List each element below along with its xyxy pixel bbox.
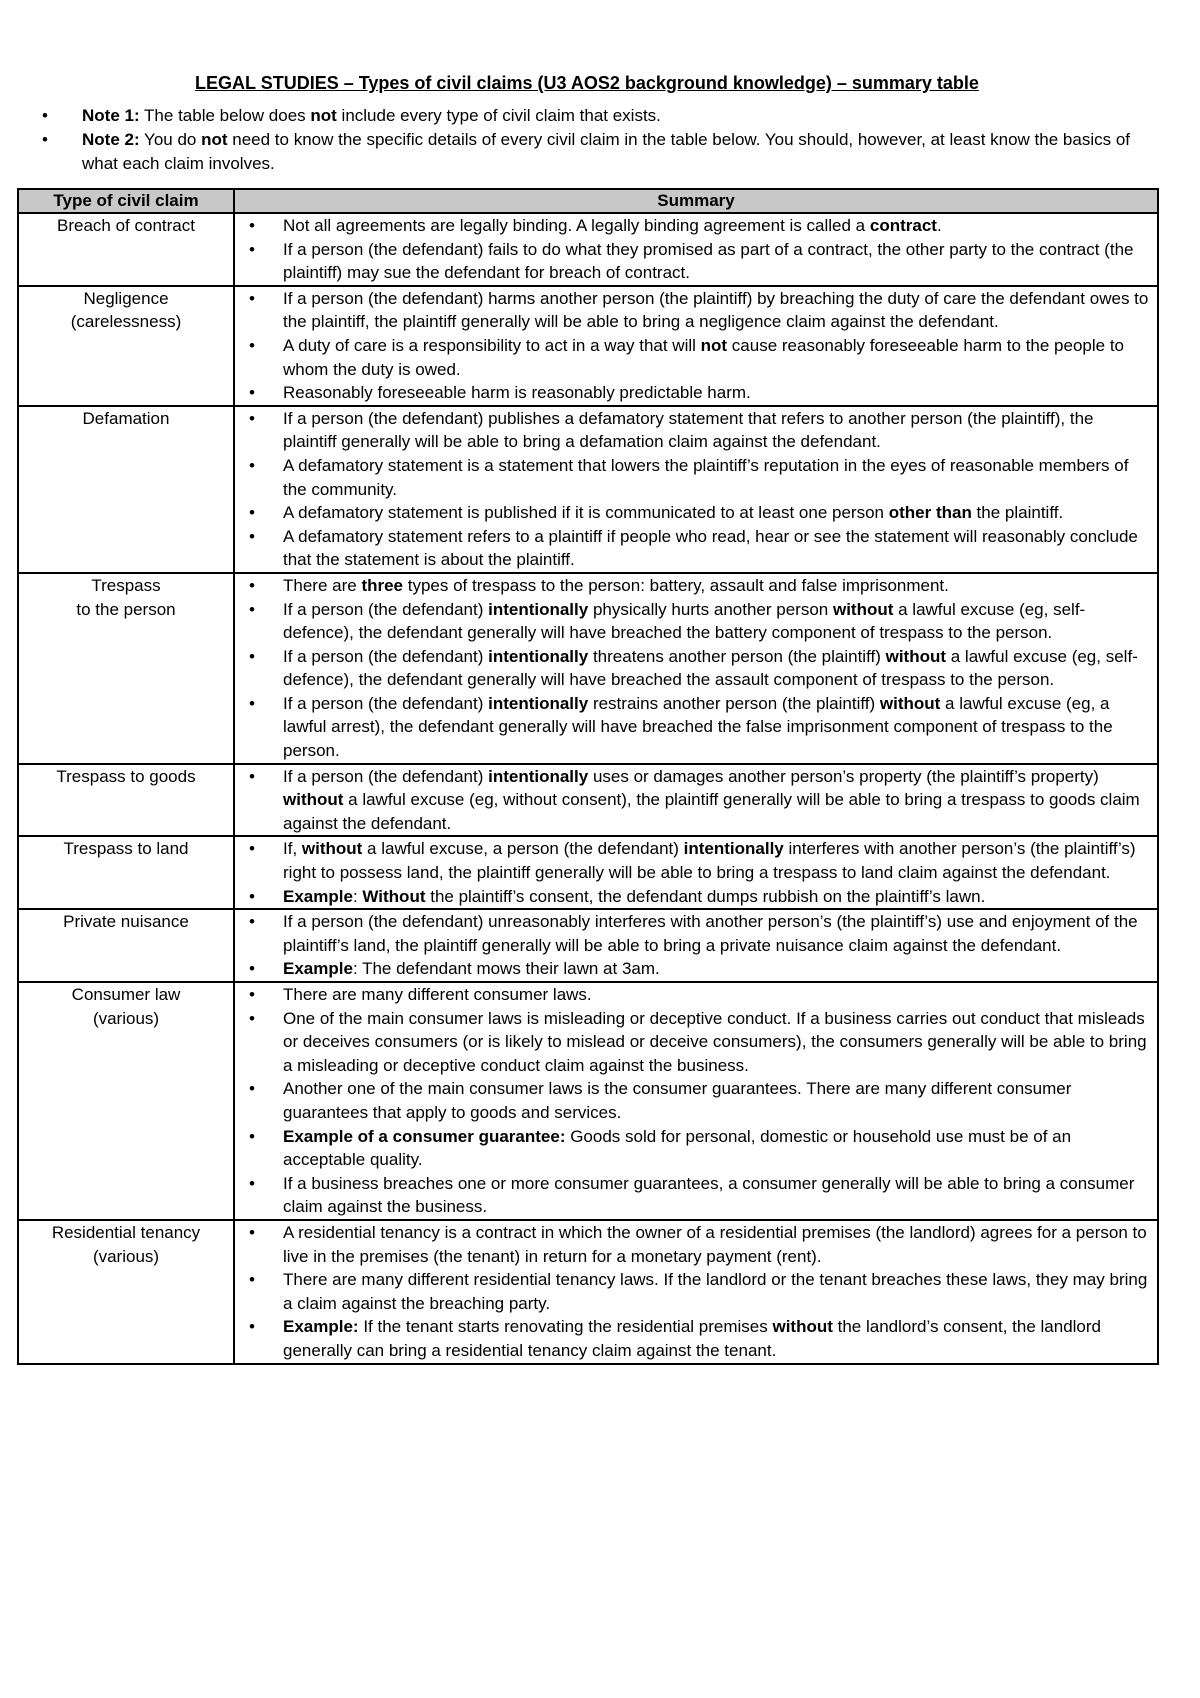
text-run: If a person (the defendant) bbox=[283, 599, 489, 619]
bold-text: Without bbox=[362, 886, 426, 906]
summary-bullet-list bbox=[235, 765, 1149, 836]
claim-type-label: (various) bbox=[92, 1008, 160, 1028]
text-run: uses or damages another person’s property (the plaintiff’s property) bbox=[588, 766, 1099, 786]
claim-type-cell bbox=[18, 764, 234, 837]
bold-text: intentionally bbox=[488, 646, 589, 666]
claim-type-cell bbox=[18, 982, 234, 1220]
text-run: : bbox=[352, 886, 363, 906]
bold-text: intentionally bbox=[683, 839, 784, 859]
bold-text: not bbox=[310, 106, 337, 125]
text-run: : The defendant mows their lawn at 3am. bbox=[352, 959, 660, 979]
summary-bullet bbox=[283, 1172, 1149, 1219]
text-run: There are bbox=[283, 575, 362, 595]
text-run: The table below does bbox=[144, 106, 311, 125]
text-run: Another one of the main consumer laws is the consumer guarantees. There are many different consumer guarantees that apply to goods and services. bbox=[283, 1079, 1072, 1122]
bold-text: contract bbox=[869, 216, 937, 235]
bold-text: three bbox=[361, 575, 404, 595]
summary-cell bbox=[234, 836, 1158, 909]
summary-bullet bbox=[283, 334, 1149, 381]
table-row bbox=[18, 909, 1158, 982]
table-row bbox=[18, 836, 1158, 909]
table-row bbox=[18, 213, 1158, 286]
table-body bbox=[18, 213, 1158, 1364]
summary-bullet bbox=[283, 692, 1149, 763]
note-item bbox=[82, 104, 1157, 128]
summary-cell bbox=[234, 406, 1158, 573]
summary-bullet bbox=[283, 525, 1149, 572]
summary-cell bbox=[234, 1220, 1158, 1364]
summary-bullet-list bbox=[235, 1221, 1149, 1363]
text-run: If a business breaches one or more consumer guarantees, a consumer generally will be able to bring a consumer claim against the business. bbox=[283, 1173, 1135, 1217]
claim-type-cell bbox=[18, 836, 234, 909]
bold-text: without bbox=[301, 839, 363, 859]
text-run: If a person (the defendant) bbox=[283, 766, 489, 786]
claim-type-cell bbox=[18, 1220, 234, 1364]
text-run: If a person (the defendant) fails to do what they promised as part of a contract, the other party to the contract (the plaintiff) may sue the defendant for breach of contract. bbox=[283, 239, 1134, 283]
text-run: physically hurts another person bbox=[588, 599, 833, 619]
bold-text: other than bbox=[888, 503, 972, 523]
bold-text: Example of a consumer guarantee: bbox=[283, 1126, 566, 1146]
text-run: a lawful excuse (eg, self-defence), the defendant generally will have breached the assault component of trespass to the person. bbox=[283, 646, 1138, 690]
summary-bullet bbox=[283, 407, 1149, 454]
table-row bbox=[18, 982, 1158, 1220]
claim-type-cell bbox=[18, 406, 234, 573]
bold-text: without bbox=[283, 790, 344, 810]
text-run: If a person (the defendant) bbox=[283, 646, 489, 666]
claim-type-label: Negligence bbox=[83, 288, 169, 308]
text-run: a lawful excuse (eg, without consent), the plaintiff generally will be able to bring a trespass to goods claim against the defendant. bbox=[283, 790, 1140, 833]
civil-claims-table bbox=[17, 188, 1159, 1365]
summary-bullet-list bbox=[235, 574, 1149, 763]
bold-text: intentionally bbox=[488, 599, 589, 619]
summary-bullet-list bbox=[235, 983, 1149, 1219]
text-run: A duty of care is a responsibility to act in a way that will bbox=[283, 335, 701, 355]
text-run: One of the main consumer laws is misleading or deceptive conduct. If a business carries out conduct that misleads or deceives consumers (or is likely to mislead or deceive consumers), the consumers generally will be able to bring a misleading or deceptive conduct claim against the business. bbox=[283, 1008, 1147, 1075]
summary-cell bbox=[234, 909, 1158, 982]
text-run: A defamatory statement is published if it is communicated to at least one person bbox=[283, 503, 889, 523]
summary-bullet bbox=[283, 983, 1149, 1007]
text-run: A defamatory statement refers to a plaintiff if people who read, hear or see the statement will reasonably conclude that the statement is about the plaintiff. bbox=[283, 526, 1138, 570]
claim-type-label: to the person bbox=[76, 599, 176, 619]
table-row bbox=[18, 1220, 1158, 1364]
table-header-row bbox=[18, 189, 1158, 213]
text-run: Goods sold for personal, domestic or household use must be of an acceptable quality. bbox=[283, 1126, 1072, 1170]
bold-text: without bbox=[885, 646, 947, 666]
text-run: the plaintiff’s consent, the defendant dumps rubbish on the plaintiff’s lawn. bbox=[425, 886, 986, 906]
claim-type-label: (various) bbox=[92, 1246, 160, 1266]
text-run: the plaintiff. bbox=[971, 503, 1064, 523]
claim-type-label: Trespass to goods bbox=[56, 766, 196, 786]
summary-bullet-list bbox=[235, 837, 1149, 908]
text-run: Reasonably foreseeable harm is reasonably predictable harm. bbox=[283, 383, 751, 403]
text-run: a lawful excuse (eg, a lawful arrest), the defendant generally will have breached the false imprisonment component of trespass to the person. bbox=[283, 693, 1113, 761]
summary-cell bbox=[234, 982, 1158, 1220]
note-label: Note 1: bbox=[82, 106, 140, 125]
text-run: If a person (the defendant) bbox=[283, 693, 489, 713]
bold-text: Example bbox=[283, 959, 353, 979]
text-run: Not all agreements are legally binding. A legally binding agreement is called a bbox=[283, 216, 870, 235]
summary-bullet bbox=[283, 645, 1149, 692]
text-run: If the tenant starts renovating the residential premises bbox=[358, 1317, 773, 1337]
summary-bullet-list bbox=[235, 287, 1149, 405]
table-row bbox=[18, 764, 1158, 837]
claim-type-label: Defamation bbox=[82, 408, 170, 428]
summary-cell bbox=[234, 573, 1158, 764]
summary-bullet bbox=[283, 454, 1149, 501]
summary-bullet bbox=[283, 287, 1149, 334]
claim-type-cell bbox=[18, 213, 234, 286]
bold-text: not bbox=[201, 130, 228, 149]
summary-bullet bbox=[283, 381, 1149, 405]
text-run: If a person (the defendant) harms another person (the plaintiff) by breaching the duty of care the defendant owes to the plaintiff, the plaintiff generally will be able to bring a negligence claim against the defendant. bbox=[283, 288, 1149, 332]
header-summary: Summary bbox=[234, 189, 1158, 213]
summary-bullet bbox=[283, 1007, 1149, 1078]
claim-type-cell bbox=[18, 573, 234, 764]
text-run: A residential tenancy is a contract in which the owner of a residential premises (the landlord) agrees for a person to live in the premises (the tenant) in return for a monetary payment (rent). bbox=[283, 1222, 1147, 1266]
summary-bullet bbox=[283, 238, 1149, 285]
bold-text: Example: bbox=[283, 1317, 359, 1337]
text-run: interferes with another person’s (the plaintiff’s) right to possess land, the plaintiff generally will be able to bring a trespass to land claim against the defendant. bbox=[283, 839, 1136, 883]
bold-text: without bbox=[879, 693, 941, 713]
bold-text: not bbox=[700, 335, 728, 355]
claim-type-label: (carelessness) bbox=[70, 312, 182, 332]
text-run: cause reasonably foreseeable harm to the people to whom the duty is owed. bbox=[283, 335, 1125, 379]
text-run: . bbox=[936, 216, 942, 235]
notes-list bbox=[17, 104, 1157, 176]
bold-text: intentionally bbox=[488, 766, 589, 786]
summary-bullet bbox=[283, 1268, 1149, 1315]
summary-bullet bbox=[283, 885, 1149, 909]
summary-bullet bbox=[283, 598, 1149, 645]
summary-cell bbox=[234, 213, 1158, 286]
bold-text: intentionally bbox=[488, 693, 589, 713]
text-run: A defamatory statement is a statement that lowers the plaintiff’s reputation in the eyes of reasonable members of the community. bbox=[283, 455, 1129, 499]
header-type-of-civil-claim: Type of civil claim bbox=[18, 189, 234, 213]
note-item bbox=[82, 128, 1157, 176]
text-run: threatens another person (the plaintiff) bbox=[588, 646, 886, 666]
document-title: LEGAL STUDIES – Types of civil claims (U3 AOS2 background knowledge) – summary table bbox=[195, 73, 979, 93]
summary-bullet bbox=[283, 765, 1149, 836]
summary-bullet-list bbox=[235, 910, 1149, 981]
summary-bullet bbox=[283, 837, 1149, 884]
summary-bullet bbox=[283, 957, 1149, 981]
document-page bbox=[17, 66, 1157, 1365]
claim-type-label: Trespass to land bbox=[63, 839, 189, 859]
summary-cell bbox=[234, 764, 1158, 837]
table-row bbox=[18, 286, 1158, 406]
bold-text: without bbox=[832, 599, 894, 619]
claim-type-label: Residential tenancy bbox=[51, 1222, 201, 1242]
text-run: a lawful excuse (eg, self-defence), the defendant generally will have breached the battery component of trespass to the person. bbox=[283, 599, 1086, 643]
table-row bbox=[18, 406, 1158, 573]
text-run: include every type of civil claim that exists. bbox=[336, 106, 661, 125]
summary-bullet-list bbox=[235, 214, 1149, 285]
text-run: There are many different consumer laws. bbox=[283, 985, 592, 1004]
summary-bullet bbox=[283, 214, 1149, 238]
text-run: restrains another person (the plaintiff) bbox=[588, 693, 880, 713]
summary-cell bbox=[234, 286, 1158, 406]
claim-type-label: Trespass bbox=[91, 575, 161, 595]
summary-bullet-list bbox=[235, 407, 1149, 572]
claim-type-label: Consumer law bbox=[71, 985, 181, 1004]
claim-type-label: Private nuisance bbox=[63, 912, 189, 932]
table-row bbox=[18, 573, 1158, 764]
text-run: If a person (the defendant) publishes a defamatory statement that refers to another person (the plaintiff), the plaintiff generally will be able to bring a defamation claim against the defendant. bbox=[283, 408, 1094, 452]
summary-bullet bbox=[283, 910, 1149, 957]
text-run: If, bbox=[283, 839, 302, 859]
summary-bullet bbox=[283, 501, 1149, 525]
summary-bullet bbox=[283, 1125, 1149, 1172]
text-run: You do bbox=[144, 130, 202, 149]
text-run: the landlord’s consent, the landlord generally can bring a residential tenancy claim against the tenant. bbox=[283, 1317, 1101, 1360]
summary-bullet bbox=[283, 1077, 1149, 1124]
summary-bullet bbox=[283, 1221, 1149, 1268]
note-label: Note 2: bbox=[82, 130, 140, 149]
text-run: types of trespass to the person: battery, assault and false imprisonment. bbox=[403, 575, 949, 595]
claim-type-label: Breach of contract bbox=[57, 216, 195, 235]
claim-type-cell bbox=[18, 286, 234, 406]
bold-text: Example bbox=[283, 886, 353, 906]
claim-type-cell bbox=[18, 909, 234, 982]
text-run: There are many different residential tenancy laws. If the landlord or the tenant breaches these laws, they may bring a claim against the breaching party. bbox=[283, 1270, 1148, 1313]
text-run: If a person (the defendant) unreasonably interferes with another person’s (the plaintiff’s) use and enjoyment of the plaintiff’s land, the plaintiff generally will be able to bring a private nuisance claim against the defendant. bbox=[283, 912, 1138, 955]
text-run: a lawful excuse, a person (the defendant) bbox=[362, 839, 684, 859]
text-run: need to know the specific details of every civil claim in the table below. You should, however, at least know the basics of what each claim involves. bbox=[82, 130, 1130, 173]
summary-bullet bbox=[283, 574, 1149, 598]
summary-bullet bbox=[283, 1315, 1149, 1362]
bold-text: without bbox=[772, 1317, 833, 1337]
